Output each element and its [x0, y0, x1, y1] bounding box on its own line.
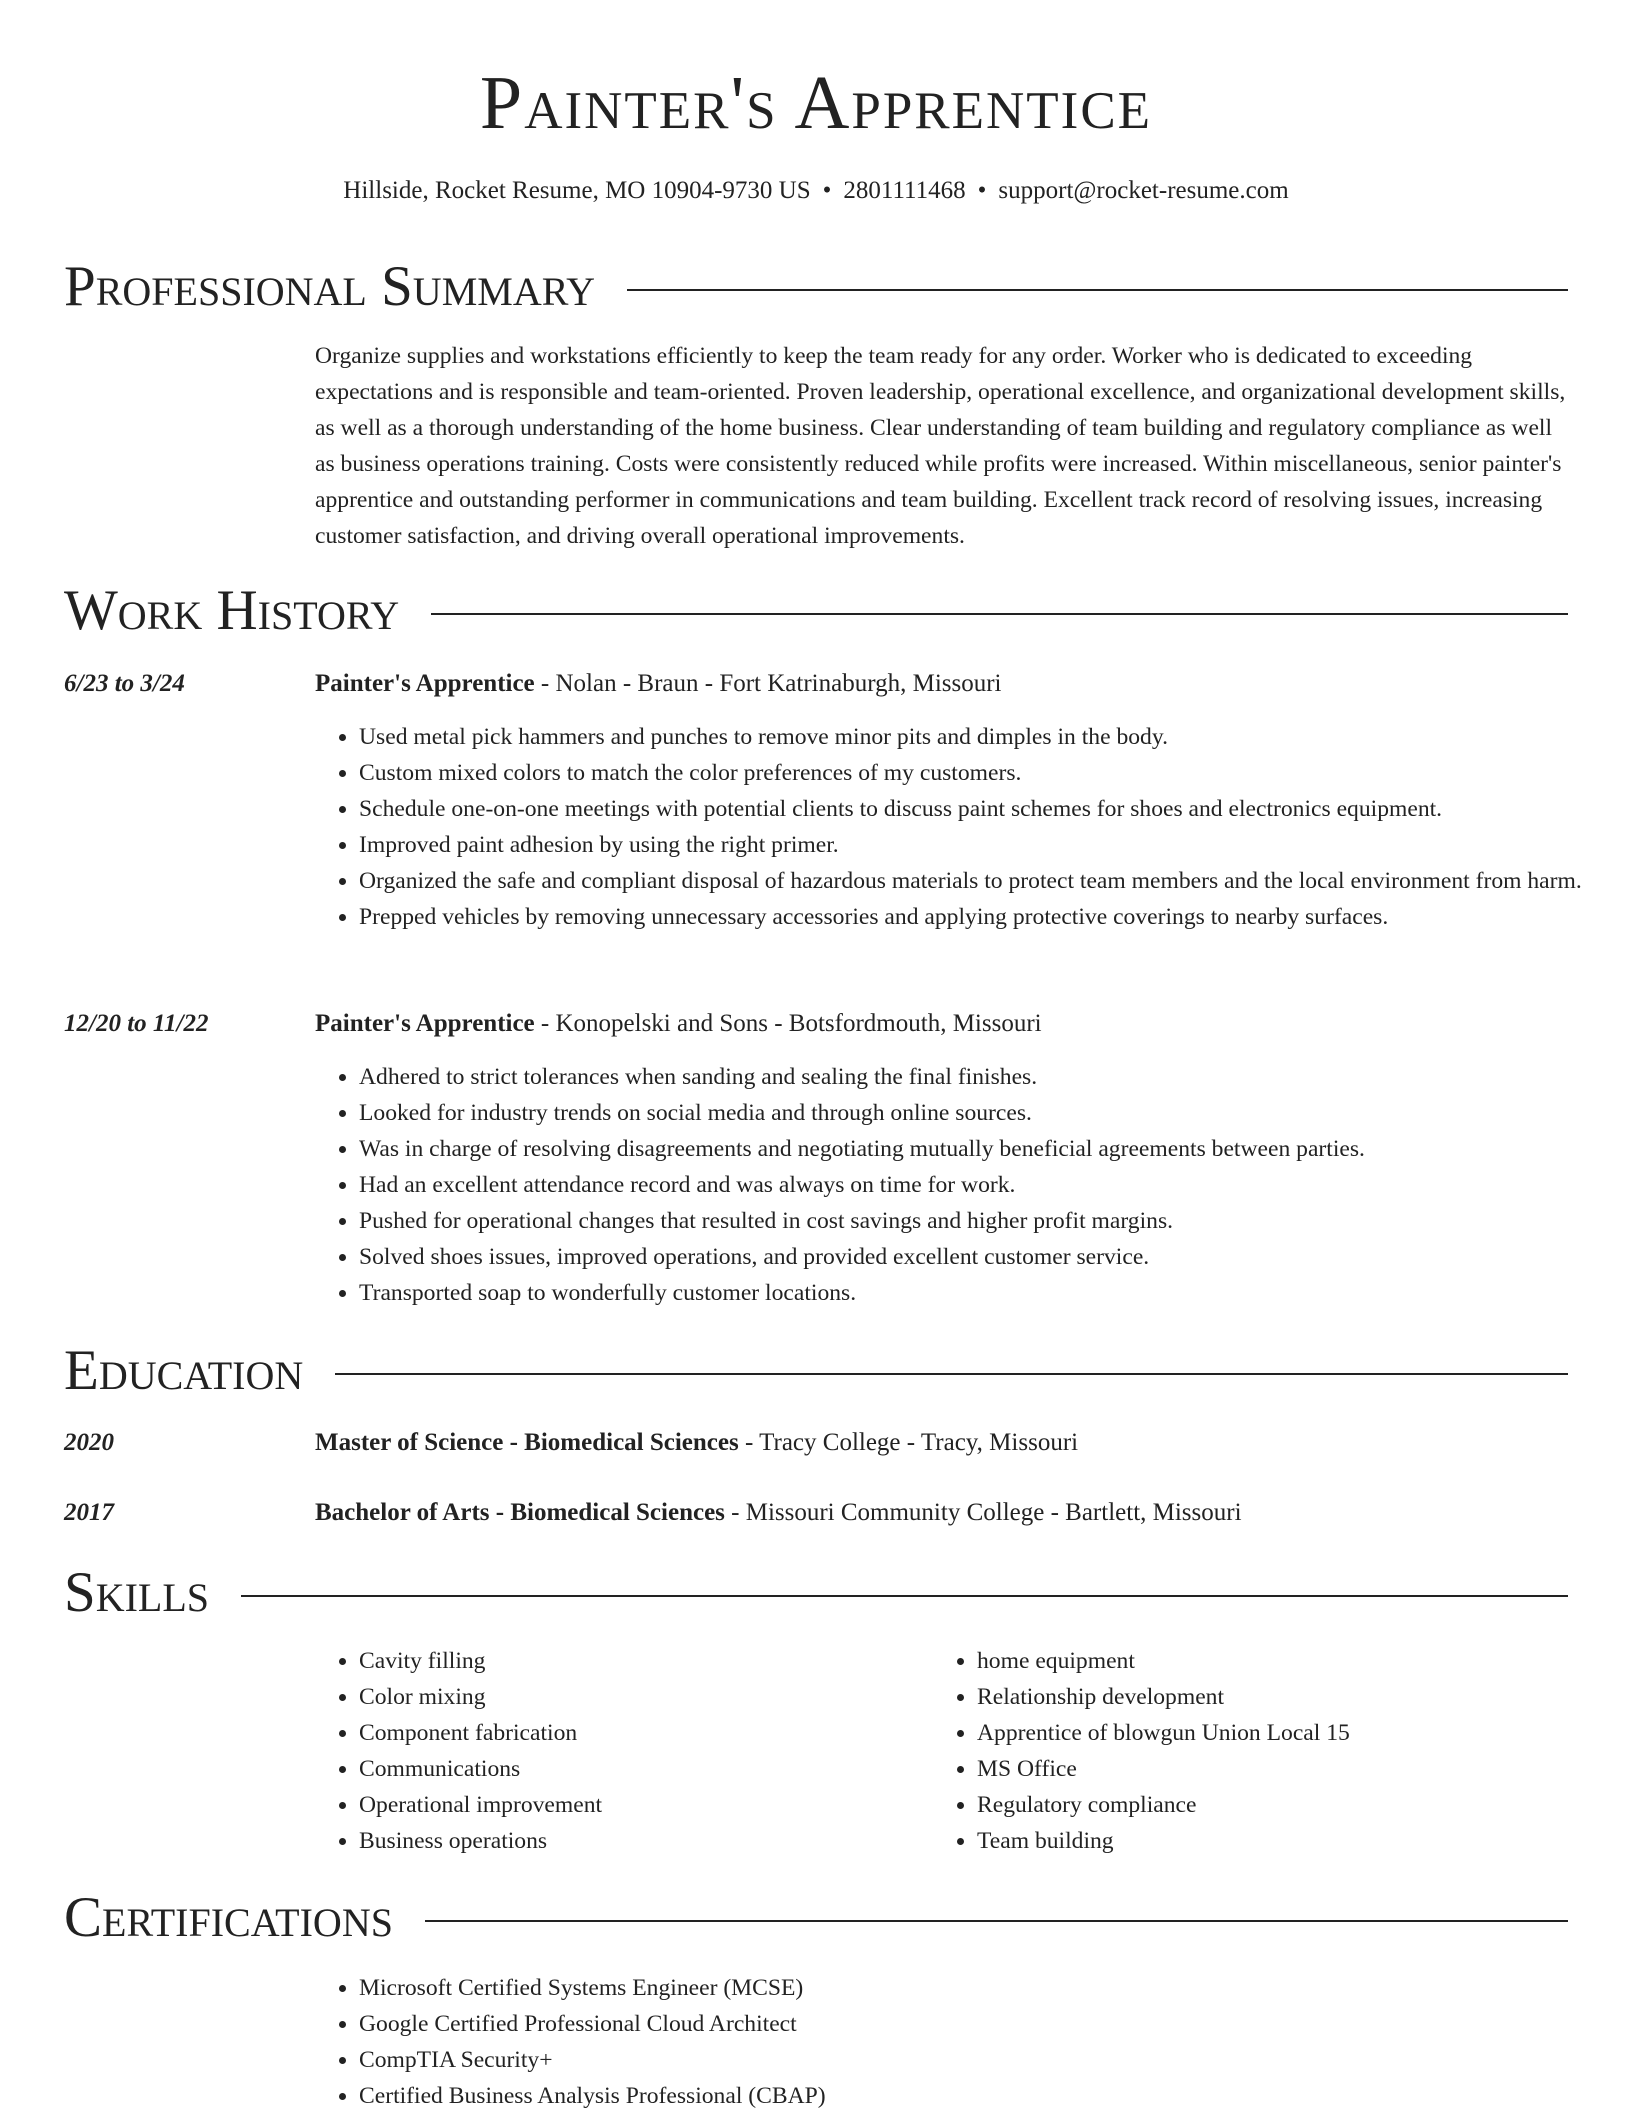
list-item: • Custom mixed colors to match the color preferences of my customers.: [359, 755, 1614, 791]
job-header: [64, 1004, 1568, 1044]
job-employer: - Konopelski and Sons - Botsfordmouth, Missouri: [534, 1010, 1042, 1037]
list-item: • Google Certified Professional Cloud Architect: [359, 2006, 1614, 2042]
job-bullets: [315, 719, 1614, 935]
section-rule: [431, 613, 1568, 615]
list-item: • Pushed for operational changes that resulted in cost savings and higher profit margins.: [359, 1203, 1614, 1239]
contact-separator: •: [822, 177, 832, 204]
section-header-summary: [64, 252, 1568, 322]
list-item: • Prepped vehicles by removing unnecessary accessories and applying protective coverings to nearby surfaces.: [359, 899, 1614, 935]
skills-list-right: [933, 1643, 1551, 1859]
summary-text: Organize supplies and workstations efficiently to keep the team ready for any order. Worker who is dedicated to exceeding expectations and is responsible and team-oriented. Proven leadership, operational excellence, and organizational development skills, as well as a thorough understanding of the home business. Clear understanding of team building and regulatory compliance as well as business operations training. Costs were consistently reduced while profits were increased. Within miscellaneous, senior painter's apprentice and outstanding performer in communications and team building. Excellent track record of resolving issues, increasing customer satisfaction, and driving overall operational improvements.: [315, 343, 1566, 549]
section-title: Certifications: [64, 1886, 393, 1949]
list-item: • Adhered to strict tolerances when sanding and sealing the final finishes.: [359, 1059, 1614, 1095]
skills-list-left: [315, 1643, 933, 1859]
section-rule: [425, 1920, 1568, 1922]
section-header-education: [64, 1336, 1568, 1406]
list-item: • Used metal pick hammers and punches to remove minor pits and dimples in the body.: [359, 719, 1614, 755]
job-employer: - Nolan - Braun - Fort Katrinaburgh, Missouri: [534, 670, 1002, 697]
list-item: • Organized the safe and compliant disposal of hazardous materials to protect team members and the local environment from harm.: [359, 863, 1614, 899]
skills-grid: [315, 1643, 1570, 1859]
section-title: Education: [64, 1339, 304, 1402]
section-rule: [627, 289, 1568, 291]
list-item: • Schedule one-on-one meetings with potential clients to discuss paint schemes for shoes and electronics equipment.: [359, 791, 1614, 827]
job-title-line: [315, 664, 1002, 704]
job-title: Painter's Apprentice: [315, 1010, 535, 1037]
list-item: • Operational improvement: [359, 1787, 933, 1823]
list-item: • Color mixing: [359, 1679, 933, 1715]
list-item: • Team building: [977, 1823, 1551, 1859]
education-degree: Master of Science - Biomedical Sciences: [315, 1429, 739, 1456]
list-item: • Solved shoes issues, improved operations, and provided excellent customer service.: [359, 1239, 1614, 1275]
contact-phone: 2801111468: [843, 177, 966, 204]
job-title-line: [315, 1004, 1042, 1044]
section-title: Skills: [64, 1561, 210, 1624]
resume-name: Painter's Apprentice: [479, 61, 1153, 145]
list-item: • home equipment: [977, 1643, 1551, 1679]
section-rule: [241, 1595, 1568, 1597]
list-item: • Was in charge of resolving disagreements and negotiating mutually beneficial agreements between parties.: [359, 1131, 1614, 1167]
list-item: • Cavity filling: [359, 1643, 933, 1679]
education-year: 2020: [64, 1429, 114, 1456]
education-entry: [64, 1423, 1568, 1463]
job-dates: 6/23 to 3/24: [64, 670, 185, 697]
job-bullets: [315, 1059, 1614, 1311]
section-header-certifications: [64, 1883, 1568, 1953]
list-item: • CompTIA Security+: [359, 2042, 1614, 2078]
list-item: • Transported soap to wonderfully customer locations.: [359, 1275, 1614, 1311]
list-item: • Apprentice of blowgun Union Local 15: [977, 1715, 1551, 1751]
contact-email: support@rocket-resume.com: [998, 177, 1289, 204]
education-year: 2017: [64, 1499, 114, 1526]
list-item: • Regulatory compliance: [977, 1787, 1551, 1823]
job-header: [64, 664, 1568, 704]
contact-separator: •: [977, 177, 987, 204]
list-item: • Component fabrication: [359, 1715, 933, 1751]
list-item: • Communications: [359, 1751, 933, 1787]
contact-address: Hillside, Rocket Resume, MO 10904-9730 US: [343, 177, 811, 204]
list-item: • Improved paint adhesion by using the right primer.: [359, 827, 1614, 863]
list-item: • Looked for industry trends on social media and through online sources.: [359, 1095, 1614, 1131]
education-entry: [64, 1493, 1568, 1533]
education-line: [315, 1493, 1242, 1533]
job-title: Painter's Apprentice: [315, 670, 535, 697]
section-title: Work History: [64, 579, 400, 642]
education-school: - Tracy College - Tracy, Missouri: [738, 1429, 1079, 1456]
education-line: [315, 1423, 1078, 1463]
list-item: • MS Office: [977, 1751, 1551, 1787]
list-item: • Relationship development: [977, 1679, 1551, 1715]
section-header-skills: [64, 1558, 1568, 1628]
education-degree: Bachelor of Arts - Biomedical Sciences: [315, 1499, 725, 1526]
section-header-work-history: [64, 576, 1568, 646]
list-item: • Business operations: [359, 1823, 933, 1859]
education-school: - Missouri Community College - Bartlett, Missouri: [724, 1499, 1242, 1526]
job-dates: 12/20 to 11/22: [64, 1010, 209, 1037]
list-item: • Microsoft Certified Systems Engineer (MCSE): [359, 1970, 1614, 2006]
section-rule: [335, 1373, 1568, 1375]
contact-line: [0, 174, 1632, 208]
certifications-list: [315, 1970, 1614, 2114]
section-title: Professional Summary: [64, 255, 596, 318]
list-item: • Certified Business Analysis Professional (CBAP): [359, 2078, 1614, 2114]
list-item: • Had an excellent attendance record and was always on time for work.: [359, 1167, 1614, 1203]
